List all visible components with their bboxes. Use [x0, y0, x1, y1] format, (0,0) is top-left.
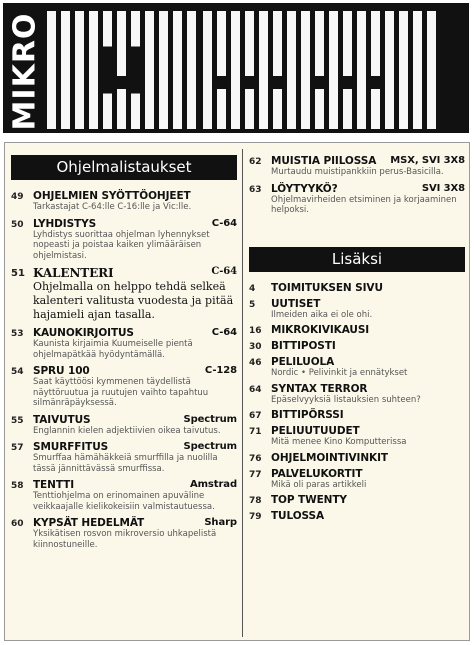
extra-item[interactable]	[249, 356, 465, 379]
page-number: 79	[249, 512, 262, 522]
listing-entry[interactable]	[11, 414, 237, 437]
entry-title: SMURFFITUS	[33, 441, 109, 453]
item-title: MIKROKIVIKAUSI	[271, 324, 370, 336]
item-title: UUTISET	[271, 297, 321, 310]
item-title: PALVELUKORTIT	[271, 467, 363, 480]
logo-text: MIKRO	[7, 12, 43, 130]
item-title: SYNTAX TERROR	[271, 382, 368, 395]
item-title: PELILUOLA	[271, 356, 335, 368]
masthead-frame	[3, 3, 469, 133]
listing-entry[interactable]	[11, 190, 237, 213]
item-title: BITTIPÖRSSI	[271, 409, 344, 421]
entry-title: SPRU 100	[33, 365, 90, 377]
entry-description: Ohjelmavirheiden etsiminen ja korjaaminen helpoksi.	[271, 194, 457, 215]
extra-item[interactable]	[249, 282, 465, 294]
item-title: TOIMITUKSEN SIVU	[271, 281, 383, 294]
entry-title: KALENTERI	[33, 266, 114, 280]
section-header-extras: Lisäksi	[249, 247, 465, 272]
contents-panel	[4, 142, 470, 641]
program-listings-column	[11, 155, 237, 555]
entry-title: KYPSÄT HEDELMÄT	[33, 517, 145, 529]
entry-description: Englannin kielen adjektiivien oikea taivutus.	[33, 425, 221, 436]
entry-description: Yksikätisen rosvon mikroversio uhkapelistä kiinnostuneille.	[33, 529, 217, 550]
masthead	[0, 0, 474, 137]
page-number: 57	[11, 443, 24, 453]
extra-item[interactable]	[249, 383, 465, 406]
listing-entry[interactable]	[11, 517, 237, 550]
listing-entry[interactable]	[11, 218, 237, 262]
entry-machine: C-64	[211, 217, 237, 229]
entry-title: TENTTI	[33, 479, 74, 491]
entry-description: Ohjelmalla on helppo tehdä selkeä kalenteri valitusta vuodesta ja pitää hajamieli ajan tasalla.	[33, 280, 234, 321]
extra-item[interactable]	[249, 425, 465, 448]
entry-description: Tarkastajat C-64:lle C-16:lle ja Vic:lle.	[33, 202, 192, 212]
extra-item[interactable]	[249, 324, 465, 336]
page-number: 4	[249, 283, 256, 294]
extra-item[interactable]	[249, 409, 465, 421]
entry-machine: Amstrad	[189, 479, 237, 490]
page-number: 51	[11, 268, 25, 279]
item-description: Mitä menee Kino Komputterissa	[271, 437, 407, 447]
logo-stripes-right	[203, 11, 436, 129]
entry-title: LÖYTYYKÖ?	[271, 182, 338, 195]
listing-entry[interactable]	[11, 365, 237, 409]
entry-machine: Spectrum	[183, 413, 237, 425]
page-number: 64	[249, 384, 262, 395]
item-title: OHJELMOINTIVINKIT	[271, 451, 388, 464]
page-number: 46	[249, 358, 262, 368]
entry-machine: SVI 3X8	[421, 182, 465, 194]
column-divider	[242, 149, 243, 637]
entry-description: Tenttiohjelma on erinomainen apuväline veikkaajalle kielikokeisiin valmistautuessa.	[33, 491, 215, 512]
page-number: 16	[249, 326, 262, 336]
listing-entry[interactable]	[249, 183, 465, 216]
page-number: 67	[249, 411, 262, 421]
entry-description: Smurffaa hämähäkkeiä smurffilla ja nuolilla tässä jännittävässä smurffissa.	[33, 453, 218, 474]
entry-title: KAUNOKIRJOITUS	[33, 327, 134, 339]
entry-description: Lyhdistys suorittaa ohjelman lyhennykset nopeasti ja poistaa kaiken ylimääräisen ohjelmistasi.	[33, 229, 210, 261]
entry-title: LYHDISTYS	[33, 217, 97, 230]
extras-column	[249, 155, 465, 526]
page-number: 50	[11, 219, 24, 230]
entry-title: TAIVUTUS	[33, 413, 91, 426]
extra-item[interactable]	[249, 340, 465, 352]
logo	[9, 11, 41, 131]
page-number: 58	[11, 481, 24, 491]
logo-stripes-left	[47, 11, 196, 129]
listing-entry[interactable]	[249, 155, 465, 178]
listing-entry-featured[interactable]	[11, 266, 237, 322]
page-number: 63	[249, 184, 262, 195]
page-number: 54	[11, 367, 24, 377]
page-number: 49	[11, 192, 24, 202]
extra-item[interactable]	[249, 494, 465, 506]
entry-machine: C-64	[211, 266, 237, 277]
item-description: Mikä oli paras artikkeli	[271, 479, 367, 490]
item-title: PELIUUTUUDET	[271, 425, 360, 437]
page-number: 76	[249, 453, 262, 464]
page-number: 53	[11, 329, 24, 339]
entry-title: MUISTIA PIILOSSA	[271, 155, 377, 167]
listing-entry[interactable]	[11, 441, 237, 474]
page-number: 62	[249, 157, 262, 167]
page-number: 30	[249, 342, 262, 352]
entry-description: Saat käyttöösi kymmenen täydellistä näyttöruutua ja ruutujen vaihto tapahtuu silmänräpäyksessä.	[33, 377, 209, 408]
item-description: Nordic • Pelivinkit ja ennätykset	[271, 368, 408, 378]
item-description: Ilmeiden aika ei ole ohi.	[271, 309, 373, 320]
extra-item[interactable]	[249, 298, 465, 321]
entry-machine: Sharp	[204, 517, 237, 528]
entry-machine: C-64	[211, 327, 237, 338]
extra-item[interactable]	[249, 468, 465, 491]
page-number: 60	[11, 519, 24, 529]
listing-entry[interactable]	[11, 327, 237, 360]
extra-item[interactable]	[249, 452, 465, 464]
item-title: TOP TWENTY	[271, 494, 347, 506]
section-header-listings: Ohjelmalistaukset	[11, 155, 237, 180]
item-description: Epäselvyyksiä listauksien suhteen?	[271, 394, 421, 405]
page-number: 78	[249, 496, 262, 506]
extra-item[interactable]	[249, 510, 465, 522]
item-title: BITTIPOSTI	[271, 340, 336, 352]
entry-machine: MSX, SVI 3X8	[390, 155, 465, 166]
page-number: 77	[249, 469, 262, 480]
page-number: 5	[249, 299, 256, 310]
entry-title: OHJELMIEN SYÖTTÖOHJEET	[33, 190, 191, 202]
page-number: 71	[249, 427, 262, 437]
page-number: 55	[11, 415, 24, 426]
entry-description: Kaunista kirjaimia Kuumeiselle pientä ohjelmapätkää hyödyntämällä.	[33, 339, 193, 360]
entry-description: Murtaudu muistipankkiin perus-Basicilla.	[271, 167, 444, 177]
entry-machine: C-128	[204, 365, 237, 376]
item-title: TULOSSA	[271, 510, 325, 522]
entry-machine: Spectrum	[183, 441, 237, 452]
listing-entry[interactable]	[11, 479, 237, 512]
